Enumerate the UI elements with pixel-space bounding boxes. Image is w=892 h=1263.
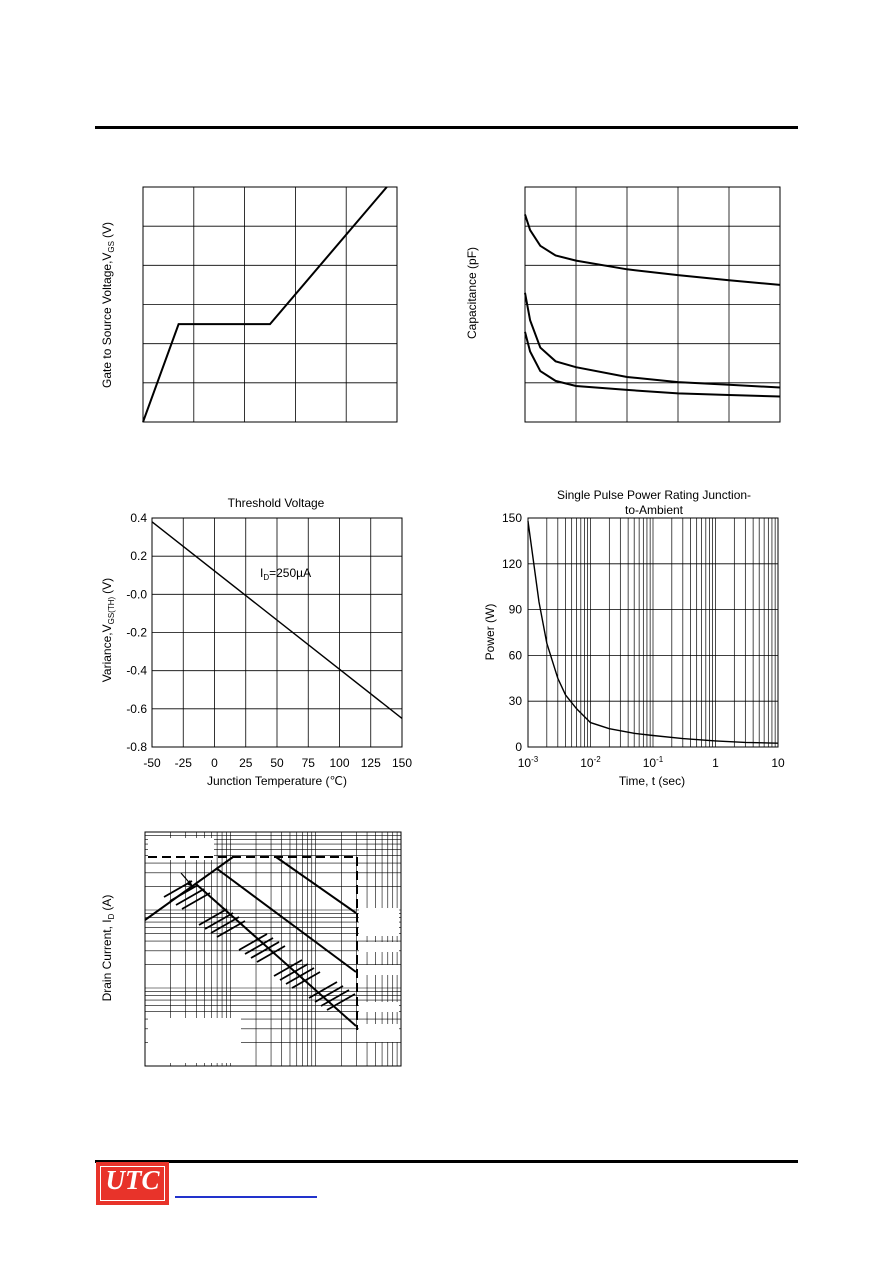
threshold-y-ticks [126,511,147,754]
power-x-tick-label [518,755,539,770]
power-grid [528,518,778,747]
capacitance-curve-coss [525,293,780,388]
threshold-y-tick-label: -0.2 [126,625,147,640]
soa-pulse-tick [205,913,233,929]
utc-logo-text: UTC [105,1165,160,1195]
utc-logo [96,1162,169,1205]
soa-pulse-tick [327,994,355,1010]
power-x-tick-label [580,755,601,770]
threshold-x-tick-label: 50 [270,756,284,770]
power-x-tick-base: 10 [642,756,657,770]
threshold-y-label-main: Variance,V [100,624,114,683]
power-x-tick-exp: -3 [531,755,539,764]
power-y-axis-label: Power (W) [483,603,497,661]
threshold-y-label-sub: GS(TH) [107,596,116,625]
capacitance-curve-ciss [525,214,780,285]
soa-pulse-tick [199,909,227,925]
soa-label-box-right-5 [359,1024,399,1042]
threshold-y-tick-label: -0.4 [126,663,147,678]
power-y-tick-label: 0 [515,740,522,754]
threshold-x-tick-label: 150 [391,756,413,770]
soa-y-label-unit: (A) [100,894,114,911]
soa-pulse-tick [280,964,308,980]
soa-label-box-right-3 [359,965,399,975]
soa-pulse-tick [182,893,210,909]
power-x-tick-base: 10 [580,756,594,770]
gate-charge-chart [100,187,397,422]
power-y-tick-label: 150 [501,511,522,525]
threshold-x-axis-label: Junction Temperature (℃) [207,774,347,788]
gate-charge-grid [143,187,397,422]
threshold-x-tick-label: 0 [211,756,218,770]
soa-y-label-sub: D [107,913,116,920]
soa-pulse-tick [217,921,245,937]
power-x-tick-exp: -1 [656,755,664,764]
soa-y-axis-label [100,895,116,1002]
threshold-y-tick-label: 0.2 [130,549,147,564]
power-y-tick-label: 60 [508,648,522,663]
soa-label-box-right-2 [359,942,399,952]
power-y-tick-label: 90 [508,602,522,617]
soa-y-label-main: Drain Current, I [100,919,114,1002]
soa-rdson-limit-line [145,857,233,920]
soa-label-box-right-1 [359,908,399,936]
threshold-y-tick-label: -0.8 [126,740,147,754]
threshold-annotation [260,566,311,582]
gate-charge-y-label-unit: (V) [100,222,114,239]
safe-operating-area-chart [100,832,401,1066]
power-y-ticks [502,511,522,754]
threshold-x-ticks [143,756,412,770]
power-title-line1: Single Pulse Power Rating Junction- [556,488,752,502]
soa-pulse-tick [211,917,239,933]
soa-pulse-tick [170,885,198,901]
power-y-tick-label: 30 [508,694,522,709]
soa-pulse-tick [176,889,204,905]
power-title-line2: to-Ambient [624,503,684,517]
threshold-y-tick-label: 0.4 [130,511,147,525]
capacitance-chart [465,187,780,422]
threshold-y-label-unit: (V) [100,577,114,594]
gate-charge-y-axis-label [100,222,116,388]
power-x-tick-label: 1 [712,756,719,770]
gate-charge-y-label-main: Gate to Source Voltage,V [100,252,114,388]
threshold-x-tick-label: 100 [329,756,350,770]
power-x-tick-label: 10 [771,756,785,770]
threshold-x-tick-label: -50 [143,756,161,770]
footer-link-underline[interactable] [175,1196,317,1198]
gate-charge-y-label-sub: GS [107,241,116,253]
threshold-annotation-rest: =250µA [269,566,312,580]
power-x-tick-base: 10 [517,756,532,770]
threshold-title: Threshold Voltage [227,496,325,510]
power-x-tick-label [643,755,664,770]
soa-curve-1s [276,857,356,913]
power-y-tick-label: 120 [501,556,522,571]
single-pulse-power-chart [483,488,785,788]
threshold-y-tick-label: -0.6 [126,701,147,716]
threshold-annotation-main: I [260,566,264,580]
threshold-x-tick-label: 25 [239,756,253,770]
threshold-x-tick-label: 75 [301,756,315,770]
threshold-grid [152,518,402,747]
soa-label-box-bottomleft [148,1018,241,1063]
threshold-x-tick-label: 125 [360,756,381,770]
threshold-x-tick-label: -25 [174,756,192,770]
power-x-ticks [518,755,785,770]
capacitance-y-axis-label: Capacitance (pF) [465,246,479,340]
power-x-axis-label: Time, t (sec) [618,774,686,788]
threshold-y-axis-label [100,578,116,682]
power-x-tick-exp: -2 [593,755,601,764]
threshold-annotation-sub: D [263,573,270,582]
soa-label-box-right-4 [359,1002,399,1012]
threshold-voltage-chart [100,496,412,788]
capacitance-grid [525,187,780,422]
threshold-y-tick-label: -0.0 [126,587,147,602]
